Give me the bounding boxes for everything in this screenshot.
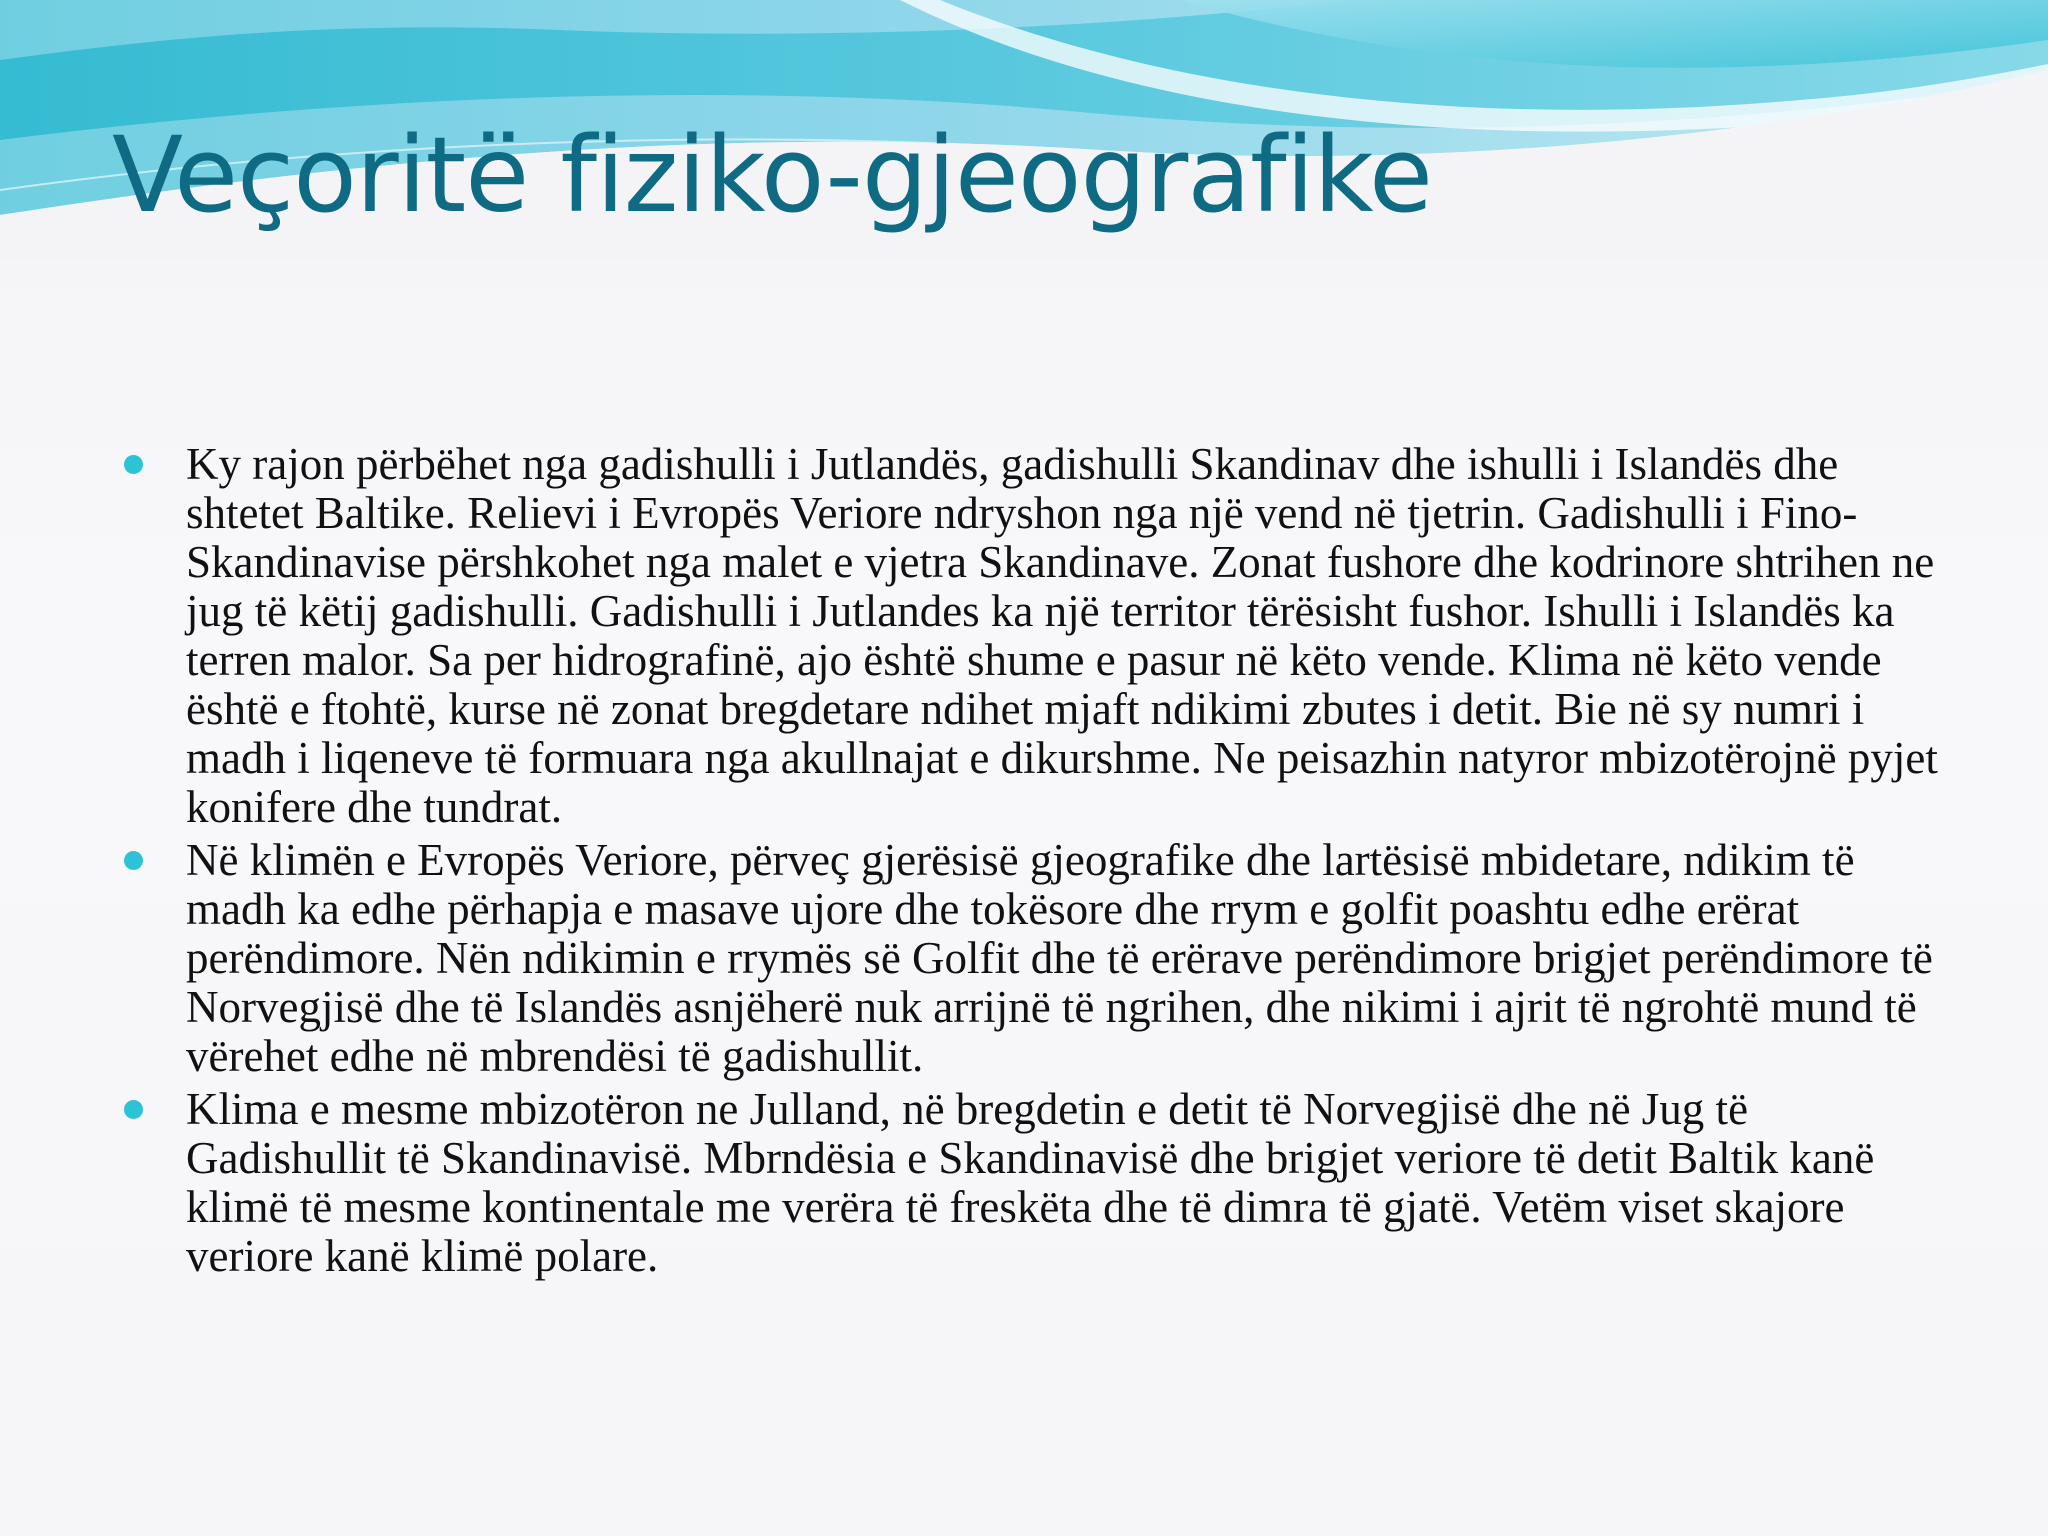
slide-title: Veçoritë fiziko-gjeografike — [112, 114, 1432, 236]
bullet-icon — [124, 851, 143, 870]
list-item — [124, 1085, 1944, 1281]
bullet-text: Klima e mesme mbizotëron ne Julland, në bregdetin e detit të Norvegjisë dhe në Jug të Gadishullit të Skandinavisë. Mbrndësia e Skandinavisë dhe brigjet veriore të detit Baltik kanë klimë të mesme kontinentale me verëra të freskëta dhe të dimra të gjatë. Vetëm viset skajore veriore kanë klimë polare. — [186, 1084, 1875, 1281]
bullet-list — [124, 440, 1944, 1285]
bullet-icon — [124, 455, 143, 474]
bullet-icon — [124, 1100, 143, 1119]
list-item — [124, 836, 1944, 1081]
bullet-text: Ky rajon përbëhet nga gadishulli i Jutlandës, gadishulli Skandinav dhe ishulli i Islandës dhe shtetet Baltike. Relievi i Evropës Veriore ndryshon nga një vend në tjetrin. Gadishulli i Fino-Skandinavise përshkohet nga malet e vjetra Skandinave. Zonat fushore dhe kodrinore shtrihen ne jug të këtij gadishulli. Gadishulli i Jutlandes ka një territor tërësisht fushor. Ishulli i Islandës ka terren malor. Sa per hidrografinë, ajo është shume e pasur në këto vende. Klima në këto vende është e ftohtë, kurse në zonat bregdetare ndihet mjaft ndikimi zbutes i detit. Bie në sy numri i madh i liqeneve të formuara nga akullnajat e dikurshme. Ne peisazhin natyror mbizotërojnë pyjet konifere dhe tundrat. — [186, 439, 1938, 832]
bullet-text: Në klimën e Evropës Veriore, përveç gjerësisë gjeografike dhe lartësisë mbidetare, ndikim të madh ka edhe përhapja e masave ujore dhe tokësore dhe rrym e golfit poashtu edhe erërat perëndimore. Nën ndikimin e rrymës së Golfit dhe të erërave perëndimore brigjet perëndimore të Norvegjisë dhe të Islandës asnjëherë nuk arrijnë të ngrihen, dhe nikimi i ajrit të ngrohtë mund të vërehet edhe në mbrendësi të gadishullit. — [186, 835, 1933, 1081]
list-item — [124, 440, 1944, 832]
